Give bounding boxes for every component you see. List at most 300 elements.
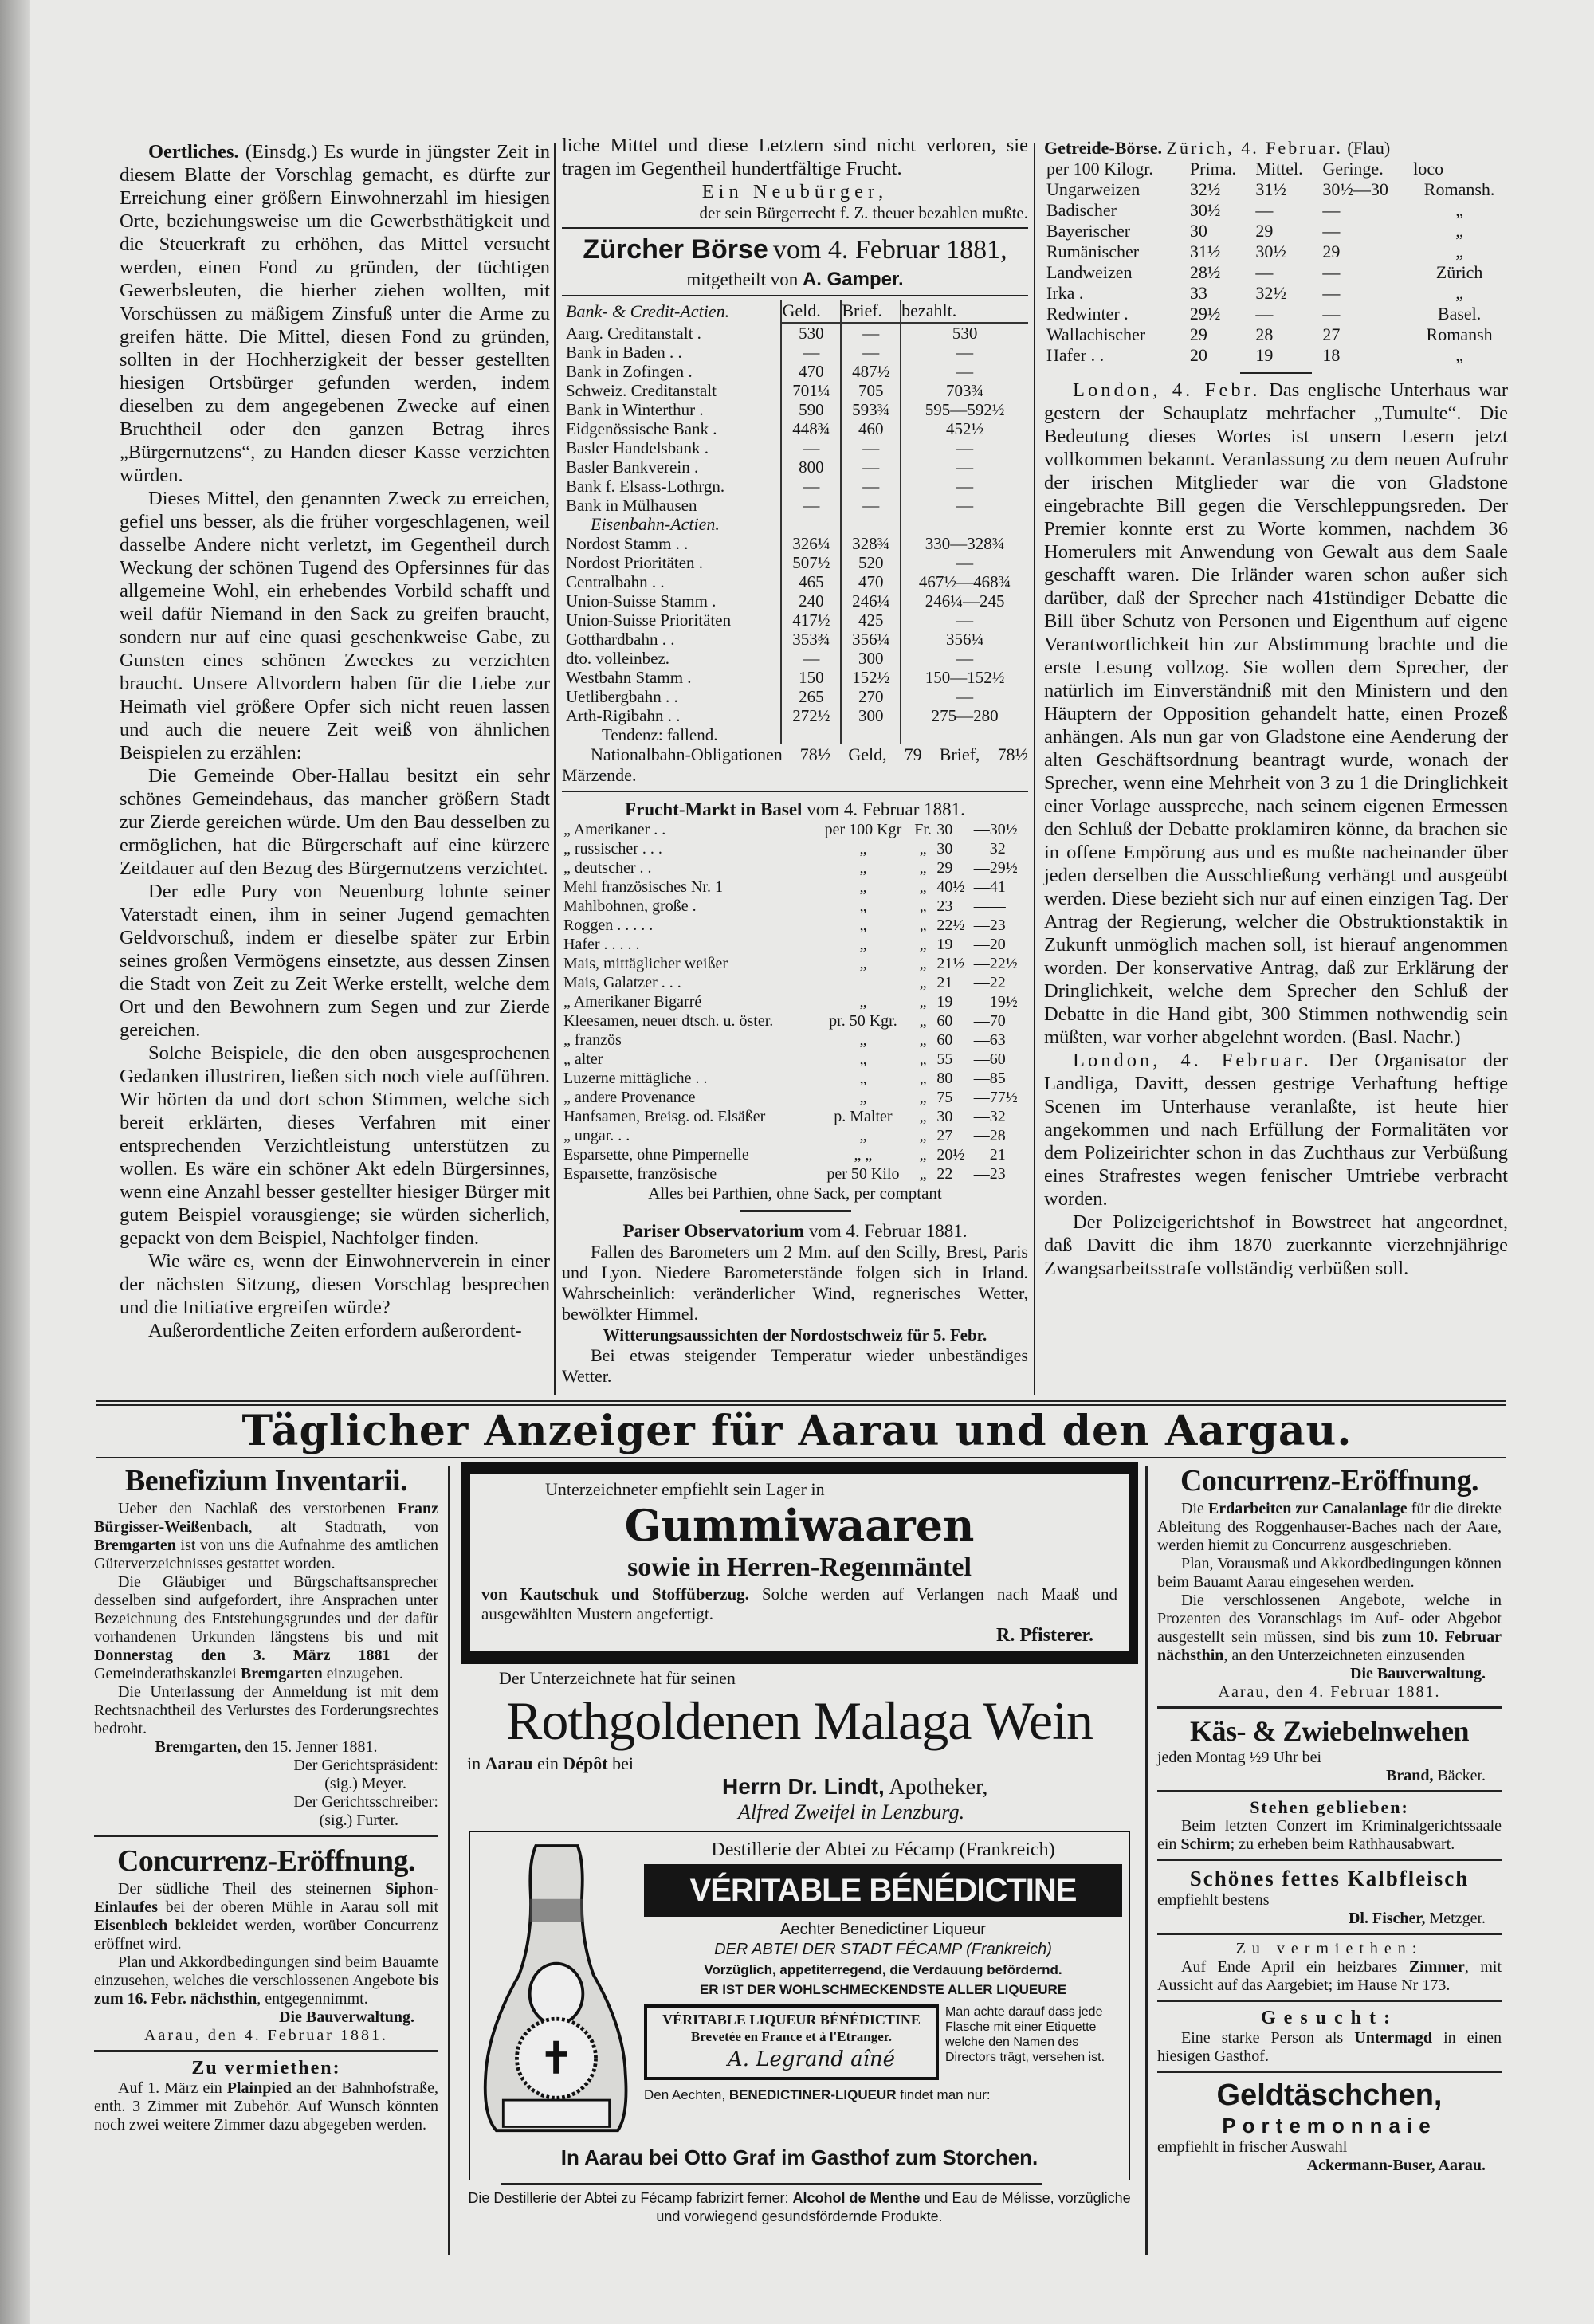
commodity-name: „ Amerikaner Bigarré — [563, 993, 702, 1011]
article-paragraph — [120, 140, 550, 487]
price-cell: 530 — [781, 323, 841, 343]
security-name: Basler Handelsbank . — [566, 438, 709, 457]
signer-name: (sig.) Furter. — [319, 1812, 398, 1829]
boerse-date: vom 4. Februar 1881, — [772, 235, 1007, 265]
price-cell: — — [901, 649, 1028, 668]
text-segment: in einen hiesigen Gasthof. — [1157, 2029, 1502, 2065]
bold-segment: Donnerstag den 3. März 1881 — [94, 1647, 391, 1664]
text-segment: Die Destillerie der Abtei zu Fécamp fabrizirt ferner: — [468, 2190, 793, 2206]
column-header: Mittel. — [1255, 159, 1303, 179]
price-cell: „ — [1455, 221, 1463, 241]
ad-date: Aarau, den 4. Februar 1881. — [1218, 1683, 1441, 1701]
currency: „ — [919, 1089, 927, 1106]
commodity-name: „ deutscher . . — [563, 859, 652, 877]
ad-paragraph — [1157, 1958, 1502, 1995]
price-high: —23 — [973, 917, 1006, 934]
divider — [1240, 372, 1312, 374]
signer-name: Ackermann-Buser, Aarau. — [1306, 2157, 1486, 2174]
text-segment: , mit Aussicht auf das Aargebiet; im Hause Nr 173. — [1157, 1958, 1502, 1994]
unit: „ — [859, 1089, 867, 1106]
currency: „ — [919, 1165, 927, 1183]
price-cell: 703¾ — [901, 381, 1028, 400]
unit: per 50 Kilo — [826, 1165, 900, 1183]
bold-segment: Dépôt — [563, 1753, 608, 1773]
article-paragraph: Der edle Pury von Neuenburg lohnte seiner Vaterstadt einen, ihm in seiner Jugend gemachten Geldvorschuß, indem er dieselbe später zur Erbin seines großen Vermögens einsetzte, aus dessen Zinsen die Stadt von Zeit zu Zeit Werke erstellt, welche dem Ort und den Bewohnern zum Segen und zur Zierde gereichen. — [120, 881, 550, 1041]
price-cell: 425 — [841, 610, 901, 630]
ad-paragraph — [1157, 2029, 1502, 2066]
price-cell: 326¼ — [781, 534, 841, 553]
getreide-place: Zürich, 4. Februar. — [1166, 138, 1343, 158]
ad-malaga — [461, 1664, 1138, 1824]
price-cell: — — [781, 343, 841, 362]
ad-paragraph — [94, 1500, 438, 1573]
price-cell: 246¼—245 — [901, 591, 1028, 610]
price-high: —22 — [973, 974, 1006, 991]
price-high: —19½ — [973, 993, 1018, 1011]
signature-image: A. Legrand aîné — [727, 2047, 896, 2071]
forecast-title: Witterungsaussichten der Nordostschweiz für 5. Febr. — [603, 1325, 987, 1345]
table-row — [562, 668, 1028, 687]
unit: „ — [859, 840, 867, 858]
table-row — [1044, 200, 1508, 221]
boerse-byline — [562, 269, 1028, 291]
boerse-heading — [562, 234, 1028, 269]
commodity-name: Kleesamen, neuer dtsch. u. öster. — [563, 1012, 774, 1030]
news-text: Der Polizeigerichtshof in Bowstreet hat angeordnet, daß Davitt die ihm 1870 zuerkannte vierzehnjährige Zwangsarbeitsstrafe vollständig verbüßen soll. — [1044, 1211, 1508, 1279]
ad-line: BENEDICTINER-LIQUEUR — [728, 2087, 897, 2102]
table-row — [562, 858, 1028, 877]
commodity-name: Mahlbohnen, große . — [563, 897, 697, 915]
unit: „ „ — [854, 1146, 873, 1164]
price-cell: 27 — [1322, 324, 1341, 344]
commodity-name: „ andere Provenance — [563, 1089, 696, 1106]
table-row — [562, 1126, 1028, 1145]
table-row — [562, 553, 1028, 572]
ad-title: Gesucht: — [1261, 2008, 1398, 2028]
table-row — [562, 1050, 1028, 1069]
text-segment: , entgegennimmt. — [257, 1990, 368, 2008]
price-low: 75 — [936, 1089, 953, 1106]
price-cell: Zürich — [1435, 262, 1483, 282]
bold-segment: Erdarbeiten zur Canalanlage — [1207, 1500, 1408, 1517]
table-row — [562, 877, 1028, 897]
table-row — [562, 992, 1028, 1011]
ad-title: Benefizium Inventarii. — [124, 1464, 408, 1498]
table-row — [562, 1069, 1028, 1088]
byline-name: A. Gamper. — [802, 269, 904, 290]
table-row — [1044, 262, 1508, 283]
table-row — [562, 1107, 1028, 1126]
signer-name: (sig.) Meyer. — [324, 1775, 406, 1792]
price-cell: 31½ — [1189, 241, 1221, 261]
security-name: Bank in Winterthur . — [566, 400, 704, 419]
dealer-secondary: Alfred Zweifel in Lenzburg. — [738, 1800, 965, 1823]
section-heading: Eisenbahn-Actien. — [591, 514, 720, 534]
table-row — [562, 1088, 1028, 1107]
price-cell: 30½ — [1189, 200, 1221, 220]
currency: „ — [919, 859, 927, 877]
text-segment: Auf 1. März ein — [118, 2079, 227, 2097]
news-source: (Basl. Nachr.) — [1351, 1027, 1461, 1048]
bold-segment: Alcohol de Menthe — [792, 2190, 921, 2206]
price-high: —85 — [973, 1070, 1006, 1087]
price-low: 60 — [936, 1012, 953, 1030]
bold-segment: Bremgarten — [94, 1537, 176, 1554]
price-cell: 705 — [841, 381, 901, 400]
security-name: Union-Suisse Stamm . — [566, 591, 717, 610]
unit: „ — [859, 897, 867, 915]
price-cell: 595—592½ — [901, 400, 1028, 419]
price-high: —41 — [973, 878, 1006, 896]
commodity-name: Mais, Galatzer . . . — [563, 974, 681, 991]
price-cell: 31½ — [1255, 179, 1286, 199]
ad-date: Aarau, den 4. Februar 1881. — [144, 2027, 388, 2044]
table-row — [562, 935, 1028, 954]
currency: „ — [919, 1146, 927, 1164]
price-cell: 701¼ — [781, 381, 841, 400]
price-cell: 272½ — [781, 706, 841, 725]
signer-name: Dl. Fischer, — [1348, 1910, 1426, 1927]
byline-prefix: mitgetheilt von — [686, 269, 799, 289]
empty-cell — [781, 515, 841, 534]
column-divider — [448, 1466, 450, 2255]
tendency: Tendenz: fallend. — [602, 725, 718, 744]
price-cell: 467½—468¾ — [901, 572, 1028, 591]
price-cell: — — [781, 438, 841, 457]
price-cell: 520 — [841, 553, 901, 572]
ad-title: Concurrenz-Eröffnung. — [116, 1844, 416, 1878]
table-row — [1044, 283, 1508, 304]
boerse-table — [562, 300, 1028, 744]
grain-name: Irka . — [1046, 283, 1084, 303]
security-name: Bank in Baden . . — [566, 343, 682, 362]
text-segment: Plan und Akkordbedingungen sind beim Bauamte einzusehen, welches die verschlossenen Angebote — [94, 1953, 438, 1989]
article-paragraph: Außerordentliche Zeiten erfordern außerordent- — [148, 1320, 522, 1341]
ad-paragraph — [1157, 1817, 1502, 1854]
signer-name: Die Bauverwaltung. — [1350, 1665, 1486, 1682]
price-cell: 270 — [841, 687, 901, 706]
grain-name: Ungarweizen — [1046, 179, 1141, 199]
price-cell: — — [1322, 262, 1341, 282]
news-text: Der Organisator der Landliga, Davitt, dessen gestrige Verhaftung heftige Scenen im Unterhause veranlaßte, ist heute hier angekommen und nach Erfüllung der Formalitäten vor dem Polizeirichter schon in das Zuchthaus zur Verbüßung eines Strafrestes wegen fenischer Umtriebe verbracht worden. — [1044, 1050, 1508, 1210]
table-row — [562, 1030, 1028, 1050]
security-name: Bank f. Elsass-Lothrgn. — [566, 477, 725, 496]
price-cell: 487½ — [841, 362, 901, 381]
price-cell: „ — [1455, 200, 1463, 220]
seller: In Aarau bei Otto Graf im Gasthof zum Storchen. — [560, 2145, 1038, 2169]
text-segment: bei — [607, 1753, 634, 1773]
ads-center-column — [461, 1462, 1138, 2226]
table-row — [562, 973, 1028, 992]
bold-segment: zum 10. Februar nächsthin — [1157, 1628, 1502, 1664]
price-cell: 800 — [781, 457, 841, 477]
ad-subtitle: sowie in Herren-Regenmäntel — [627, 1553, 972, 1582]
price-cell: 275—280 — [901, 706, 1028, 725]
news-dateline: London, 4. Febr. — [1073, 379, 1261, 401]
price-low: 80 — [936, 1070, 953, 1087]
column-divider — [554, 143, 556, 1395]
text-segment: Solche werden auf Verlangen nach Maaß und ausgewählten Mustern angefertigt. — [481, 1584, 1117, 1623]
commodity-name: „ alter — [563, 1050, 603, 1068]
ad-text: empfiehlt bestens — [1157, 1891, 1270, 1909]
label-box — [644, 2004, 939, 2080]
column-divider — [1145, 1466, 1148, 2255]
price-low: 23 — [936, 897, 953, 915]
security-name: Westbahn Stamm . — [566, 668, 692, 687]
price-high: —21 — [973, 1146, 1006, 1164]
ad-footer — [461, 2189, 1138, 2226]
price-cell: 300 — [841, 649, 901, 668]
price-high: —77½ — [973, 1089, 1018, 1106]
signature: Ein Neubürger, — [701, 181, 889, 202]
price-cell: — — [1255, 200, 1274, 220]
table-row — [562, 477, 1028, 496]
ad-text: jeden Montag ½9 Uhr bei — [1157, 1749, 1322, 1766]
grain-name: Landweizen — [1046, 262, 1133, 282]
table-row — [562, 323, 1028, 343]
price-high: —32 — [973, 840, 1006, 858]
price-cell: — — [1255, 262, 1274, 282]
commodity-name: Roggen . . . . . — [563, 917, 654, 934]
text-segment: Die Gläubiger und Bürgschaftsansprecher desselben sind aufgefordert, ihre Ansprachen unter Bezeichnung des Entstehungsgrundes und der dafür vorhandenen Urkunden längstens bis und mit — [94, 1573, 438, 1646]
divider — [740, 1210, 851, 1212]
currency: „ — [919, 1012, 927, 1030]
price-high: —22½ — [973, 955, 1018, 972]
ad-line: Aechter Benedictiner Liqueur — [780, 1921, 986, 1938]
price-low: 20½ — [936, 1146, 965, 1164]
article-oertliches — [120, 140, 550, 1342]
price-cell: — — [901, 438, 1028, 457]
security-name: Centralbahn . . — [566, 572, 665, 591]
price-cell: — — [1322, 283, 1341, 303]
ad-paragraph — [94, 2079, 438, 2134]
price-low: 30 — [936, 1108, 953, 1125]
table-row — [562, 438, 1028, 457]
table-row — [562, 457, 1028, 477]
ad-paragraph — [1157, 1500, 1502, 1555]
security-name: Union-Suisse Prioritäten — [566, 610, 732, 630]
price-cell: 448¾ — [781, 419, 841, 438]
price-cell: 417½ — [781, 610, 841, 630]
text-segment: Eine starke Person als — [1181, 2029, 1355, 2047]
security-name: Gotthardbahn . . — [566, 630, 675, 649]
grain-name: Hafer . . — [1046, 345, 1105, 365]
price-cell: — — [1322, 304, 1341, 324]
price-low: 22 — [936, 1165, 953, 1183]
unit — [815, 973, 911, 992]
price-low: 55 — [936, 1050, 953, 1068]
table-row — [562, 362, 1028, 381]
ad-title: Zu vermiethen: — [191, 2058, 341, 2079]
empty-cell — [781, 725, 841, 744]
ad-date: den 15. Jenner 1881. — [245, 1738, 378, 1756]
table-row — [562, 1164, 1028, 1184]
ad-paragraph: Die Unterlassung der Anmeldung ist mit dem Rechtsnachtheil des Verlurstes des Forderungsrechtes bedroht. — [94, 1683, 438, 1737]
commodity-name: Esparsette, ohne Pimpernelle — [563, 1146, 749, 1164]
price-high: —28 — [973, 1127, 1006, 1144]
price-cell: — — [841, 343, 901, 362]
news-paragraph — [1044, 1049, 1508, 1211]
currency: Fr. — [914, 821, 932, 838]
signer-role: Der Gerichtspräsident: — [293, 1757, 438, 1774]
text-segment: in — [467, 1753, 485, 1773]
grain-name: Badischer — [1046, 200, 1117, 220]
price-cell: — — [901, 610, 1028, 630]
price-cell: 32½ — [1255, 283, 1286, 303]
text-segment: Die — [1181, 1500, 1208, 1517]
unit: „ — [859, 955, 867, 972]
price-high: —23 — [973, 1165, 1006, 1183]
bold-segment: Aarau — [485, 1753, 533, 1773]
price-cell: 30½—30 — [1322, 179, 1388, 199]
price-cell: — — [781, 649, 841, 668]
ad-title: Geldtäschchen, — [1216, 2079, 1443, 2112]
section-rule — [96, 1404, 1506, 1406]
empty-cell — [841, 515, 901, 534]
currency: „ — [919, 1031, 927, 1049]
empty-cell — [841, 725, 901, 744]
boerse-note: Nationalbahn-Obligationen 78½ Geld, 79 Brief, 78½ Märzende. — [562, 744, 1028, 785]
price-high: —— — [973, 897, 1006, 915]
fruchtmarkt-table — [562, 820, 1028, 1184]
table-row — [562, 839, 1028, 858]
price-cell: — — [1322, 221, 1341, 241]
price-cell: 265 — [781, 687, 841, 706]
price-cell: 28 — [1255, 324, 1274, 344]
column-header: Geringe. — [1322, 159, 1384, 179]
price-cell: — — [901, 457, 1028, 477]
fruchtmarkt-title: Frucht-Markt in Basel — [625, 799, 803, 819]
bold-segment: bis zum 16. Febr. nächsthin — [94, 1972, 438, 2008]
ads-left-column — [94, 1462, 438, 2134]
boerse-title: Zürcher Börse — [583, 234, 768, 265]
price-cell: 593¾ — [841, 400, 901, 419]
commodity-name: Hafer . . . . . — [563, 936, 640, 953]
price-cell: — — [1322, 200, 1341, 220]
commodity-name: Esparsette, französische — [563, 1165, 717, 1183]
brand-banner: VÉRITABLE BÉNÉDICTINE — [644, 1864, 1122, 1917]
security-name: Nordost Prioritäten . — [566, 553, 704, 572]
unit: pr. 50 Kgr. — [829, 1012, 897, 1030]
fruchtmarkt-heading — [562, 799, 1028, 820]
price-cell: 470 — [781, 362, 841, 381]
signer-role: Bäcker. — [1437, 1767, 1486, 1784]
text-segment: ; zu erheben beim Rathhausabwart. — [1230, 1835, 1455, 1853]
price-cell: 590 — [781, 400, 841, 419]
price-cell: — — [781, 496, 841, 515]
text-segment: , an den Unterzeichneten einzusenden — [1223, 1647, 1466, 1664]
price-cell: 20 — [1189, 345, 1207, 365]
article-paragraph: Solche Beispiele, die den oben ausgesprochenen Gedanken illustriren, ließen sich noch viele aufführen. Wir hörten da und dort schon Stimmen, welche sich bereit erklärten, dieses Verfahren mit einer entsprechenden Verzichtleistung unterstützen zu wollen. Es wäre ein schöner Akt edeln Bürgersinnes, wenn eine Anzahl besser gestellter hiesiger Bürger mit gutem Beispiel vorausgienge; sie würden sicherlich, gepackt von dem Beispiel, Nachfolger finden. — [120, 1042, 550, 1249]
getreide-title: Getreide-Börse. — [1044, 138, 1163, 158]
table-row — [562, 916, 1028, 935]
table-row — [562, 419, 1028, 438]
price-cell: 33 — [1189, 283, 1207, 303]
grain-name: Rumänischer — [1046, 241, 1140, 261]
ad-line: DER ABTEI DER STADT FÉCAMP (Frankreich) — [714, 1941, 1052, 1958]
unit: „ — [859, 859, 867, 877]
price-cell: — — [841, 323, 901, 343]
ad-title: Käs- & Zwiebelnwehen — [1190, 1715, 1469, 1747]
commodity-name: „ französ — [563, 1031, 622, 1049]
security-name: Aarg. Creditanstalt . — [566, 323, 701, 343]
table-row — [1044, 179, 1508, 200]
fruchtmarkt-footer: Alles bei Parthien, ohne Sack, per comptant — [648, 1184, 942, 1203]
ad-paragraph: Plan, Vorausmaß und Akkordbedingungen können beim Bauamt Aarau eingesehen werden. — [1157, 1555, 1502, 1591]
commodity-name: Luzerne mittägliche . . — [563, 1070, 708, 1087]
price-cell: — — [841, 496, 901, 515]
price-cell: — — [901, 477, 1028, 496]
table-row — [562, 630, 1028, 649]
ad-text — [481, 1584, 1117, 1624]
ad-note: Man achte darauf dass jede Flasche mit einer Etiquette welche den Namen des Directors trägt, versehen ist. — [945, 2005, 1105, 2064]
price-cell: 19 — [1255, 345, 1274, 365]
security-name: Schweiz. Creditanstalt — [566, 381, 717, 400]
price-cell: 152½ — [841, 668, 901, 687]
price-cell: 330—328¾ — [901, 534, 1028, 553]
text-segment: bei der oberen Mühle in Aarau soll mit — [158, 1898, 438, 1916]
table-row — [562, 572, 1028, 591]
empty-cell — [901, 515, 1028, 534]
unit: per 100 Kgr — [824, 821, 902, 838]
text-segment: ein — [532, 1753, 563, 1773]
text-segment: und Eau de Mélisse, vorzügliche und vorwiegend gesundsfördernde Produkte. — [656, 2190, 1131, 2224]
price-high: —63 — [973, 1031, 1006, 1049]
article-text: (Einsdg.) Es wurde in jüngster Zeit in diesem Blatte der Vorschlag gemacht, es dürfte zur Erreichung einer größern Einwohnerzahl im hiesigen Orte, beziehungsweise um die Gewerbsthätigkeit und die Steuerkraft zu erhöhen, das Mittel versucht werden, einen Fond zu gründen, der tüchtigen Gewerbsleuten, die hierher ziehen wollten, mit Vorschüssen zu mäßigem Zinsfuß unter die Arme zu greifen hätte. Die Mittel, diesen Fond zu gründen, sollten in der Hochherzigkeit der besser gestellten hiesigen Ortsbürger gefunden werden, indem dieselben zu dem angegebenen Zwecke auf einen Bruchtheil oder den ganzen Betrag ihres „Bürgernutzens“, zu Handen dieser Kasse verzichten würden. — [120, 141, 550, 486]
price-cell: 507½ — [781, 553, 841, 572]
price-cell: Romansh — [1426, 324, 1493, 344]
unit: „ — [859, 1127, 867, 1144]
empty-cell — [901, 725, 1028, 744]
security-name: Basler Bankverein . — [566, 457, 699, 477]
price-cell: 465 — [781, 572, 841, 591]
column-header: loco — [1413, 159, 1444, 179]
bold-segment: Zimmer — [1408, 1958, 1465, 1976]
bold-segment: Siphon-Einlaufes — [94, 1880, 438, 1916]
column-header: Prima. — [1189, 159, 1236, 179]
table-row — [562, 820, 1028, 839]
currency: „ — [919, 917, 927, 934]
price-cell: 32½ — [1189, 179, 1221, 199]
ad-title: Rothgoldenen Malaga Wein — [506, 1690, 1093, 1751]
price-cell: 240 — [781, 591, 841, 610]
signer-role: Der Gerichtsschreiber: — [293, 1793, 438, 1811]
commodity-name: „ Amerikaner . . — [563, 821, 666, 838]
page-edge-shadow — [0, 0, 30, 2324]
price-cell: — — [901, 362, 1028, 381]
bold-segment: Plainpied — [226, 2079, 292, 2097]
column-header: per 100 Kilogr. — [1046, 159, 1153, 179]
price-low: 21 — [936, 974, 953, 991]
price-cell: 28½ — [1189, 262, 1221, 282]
price-cell: 356¼ — [901, 630, 1028, 649]
ad-paragraph — [94, 1573, 438, 1683]
unit: „ — [859, 936, 867, 953]
price-cell: — — [901, 553, 1028, 572]
security-name: Nordost Stamm . . — [566, 534, 689, 553]
boerse-header-row — [562, 300, 1028, 323]
price-cell: — — [841, 477, 901, 496]
table-row — [562, 343, 1028, 362]
price-high: —29½ — [973, 859, 1018, 877]
article-paragraph: Wie wäre es, wenn der Einwohnerverein in einer der nächsten Sitzung, diesen Vorschlag besprechen und die Initiative ergreifen würde? — [120, 1250, 550, 1318]
currency: „ — [919, 1070, 927, 1087]
price-cell: 29 — [1255, 221, 1274, 241]
price-low: 60 — [936, 1031, 953, 1049]
text-segment: werden, worüber Concurrenz eröffnet wird. — [94, 1917, 438, 1953]
masthead-title: Täglicher Anzeiger für Aarau und den Aargau. — [241, 1407, 1353, 1455]
news-text: Das englische Unterhaus war gestern der Schauplatz mehrfacher „Tumulte“. Die Bedeutung dieses Wortes ist unsern Lesern jetzt vollkommen bekannt. Veranlassung zu dem neuen Aufruhr der irischen Mitglieder war die von Gladstone eingebrachte Bill gegen die Verschleppungsreden. Der Premier konnte erst zu Worte kommen, nachdem 36 Homerulers mit Anwendung von Gewalt aus dem Saale geschafft waren. Die Irländer waren schon außer sich darüber, daß der Sprecher nach 41stündiger Debatte die Bill über Schutz von Personen und Eigenthum auf eigene Verantwortlichkeit hin zur Abstimmung brachte und die erste Lesung vollzog. Sie wollen dem Sprecher, der natürlich im Einverständniß mit den Ministern und den Häuptern der Opposition gehandelt hatte, einen Prozeß anhängen. Als nun gar von Gladstone eine Aenderung der alten Geschäftsordnung beantragt wurde, wonach der Sprecher, wenn eine Mehrheit von 3 zu 1 die Dringlichkeit einer Vorlage ausspreche, nach seinem eigenen Ermessen den Schluß der Debatte proklamiren könne, da brachen sie in offene Empörung aus und es mußte nacheinander über jeden derselben die Ausschließung verhängt und ausgeübt werden. Diese bezieht sich nur auf einen einzigen Tag. Der Antrag der Regierung, welcher die Obstruktionstaktik in Zukunft unmöglich machen soll, ist hierauf angenommen worden. Der konservative Antrag, daß zur Erklärung der Dringlichkeit, welche dem Sprecher den Schluß der Debatte in die Hand gibt, 300 Stimmen nothwendig sein müßten, war vorher abgelehnt worden. — [1044, 379, 1509, 1048]
